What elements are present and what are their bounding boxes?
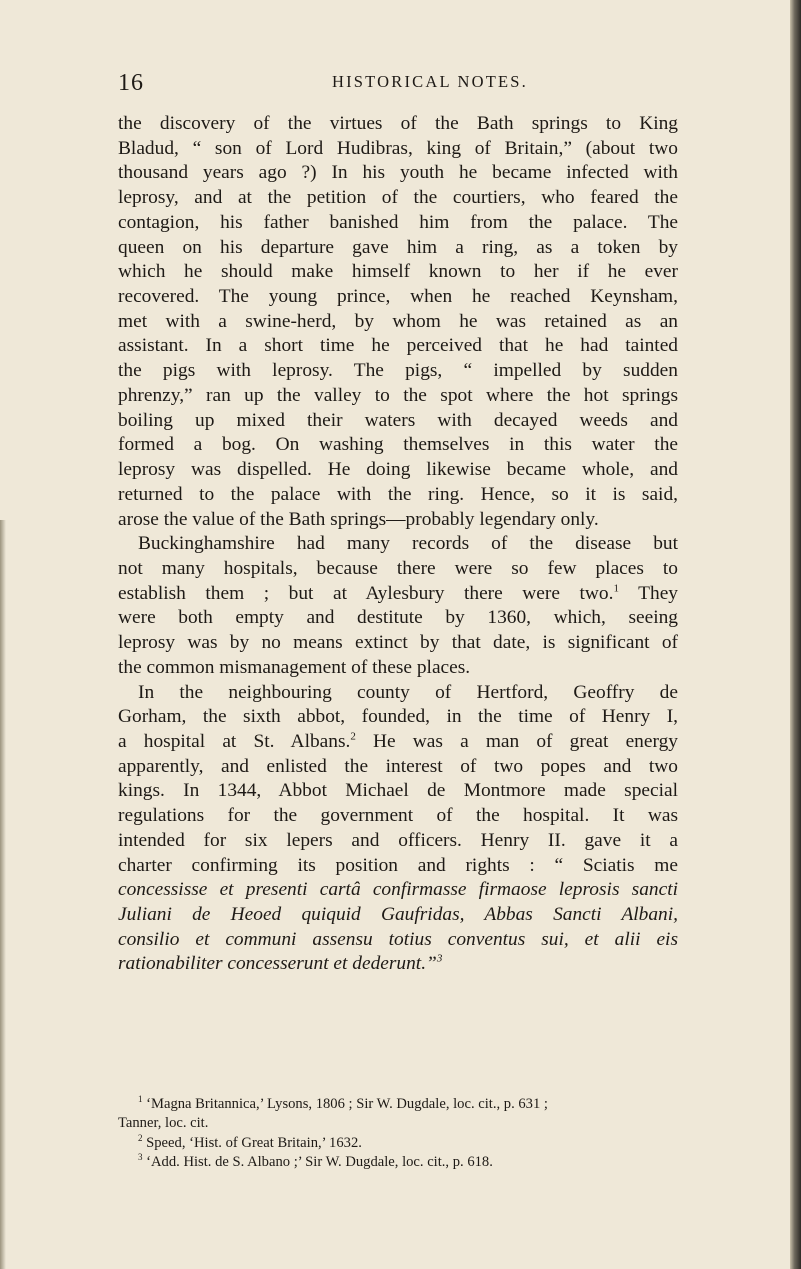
text-line bbox=[118, 928, 678, 953]
line-text: concessisse et presenti cartâ confirmasse firmaose leprosis sancti bbox=[118, 879, 678, 901]
text-line bbox=[118, 804, 678, 829]
line-text: Gorham, the sixth abbot, founded, in the time of Henry I, bbox=[118, 706, 678, 728]
line-text: recovered. The young prince, when he reached Keynsham, bbox=[118, 286, 678, 308]
text-line bbox=[118, 606, 678, 631]
line-text: establish them ; but at Aylesbury there were two. bbox=[118, 582, 614, 604]
footnotes bbox=[118, 1095, 678, 1173]
text-line bbox=[118, 236, 678, 261]
text-line bbox=[118, 557, 678, 582]
footnote bbox=[118, 1114, 678, 1133]
text-line bbox=[118, 779, 678, 804]
text-line bbox=[118, 161, 678, 186]
line-text: the pigs with leprosy. The pigs, “ impelled by sudden bbox=[118, 360, 678, 382]
line-text: leprosy, and at the petition of the courtiers, who feared the bbox=[118, 187, 678, 209]
line-text: returned to the palace with the ring. Hence, so it is said, bbox=[118, 483, 678, 505]
line-text: Bladud, “ son of Lord Hudibras, king of Britain,” (about two bbox=[118, 137, 678, 159]
line-text: were both empty and destitute by 1360, which, seeing bbox=[118, 607, 678, 629]
line-text: boiling up mixed their waters with decayed weeds and bbox=[118, 409, 678, 431]
line-text: consilio et communi assensu totius conventus sui, et alii eis bbox=[118, 928, 678, 950]
line-text: a hospital at St. Albans. bbox=[118, 730, 351, 752]
text-line bbox=[118, 755, 678, 780]
line-text-cont: He was a man of great energy bbox=[355, 730, 678, 752]
text-line bbox=[118, 952, 678, 977]
text-line bbox=[118, 829, 678, 854]
text-line bbox=[118, 458, 678, 483]
text-line bbox=[118, 878, 678, 903]
text-line bbox=[118, 508, 678, 533]
line-text: leprosy was by no means extinct by that date, is significant of bbox=[118, 632, 678, 654]
text-line bbox=[118, 681, 678, 706]
line-text: queen on his departure gave him a ring, as a token by bbox=[118, 236, 678, 258]
text-line bbox=[118, 483, 678, 508]
running-title: HISTORICAL NOTES. bbox=[332, 72, 528, 91]
text-line bbox=[118, 705, 678, 730]
line-text: leprosy was dispelled. He doing likewise became whole, and bbox=[118, 459, 678, 481]
text-line bbox=[118, 730, 678, 755]
line-text: not many hospitals, because there were so few places to bbox=[118, 557, 678, 579]
line-text: kings. In 1344, Abbot Michael de Montmore made special bbox=[118, 780, 678, 802]
text-line bbox=[118, 310, 678, 335]
book-spine-edge bbox=[790, 0, 801, 1269]
text-line bbox=[118, 854, 678, 879]
footnote-ref: 1 bbox=[613, 582, 619, 595]
footnote-text: ‘Add. Hist. de S. Albano ;’ Sir W. Dugdale, loc. cit., p. 618. bbox=[142, 1154, 493, 1171]
text-line bbox=[118, 384, 678, 409]
footnote-text: Tanner, loc. cit. bbox=[118, 1115, 209, 1132]
main-text bbox=[118, 112, 678, 977]
text-line bbox=[118, 285, 678, 310]
footnote-text: ‘Magna Britannica,’ Lysons, 1806 ; Sir W. Dugdale, loc. cit., p. 631 ; bbox=[142, 1096, 548, 1112]
line-text: assistant. In a short time he perceived that he had tainted bbox=[118, 335, 678, 357]
footnote-text: Speed, ‘Hist. of Great Britain,’ 1632. bbox=[142, 1134, 362, 1151]
text-line bbox=[118, 211, 678, 236]
text-line bbox=[118, 409, 678, 434]
line-text: charter confirming its position and rights : “ Sciatis me bbox=[118, 854, 678, 876]
footnote-mark: 1 bbox=[138, 1094, 143, 1105]
line-text: formed a bog. On washing themselves in this water the bbox=[118, 434, 678, 456]
line-text: rationabiliter concesserunt et dederunt.” bbox=[118, 953, 437, 975]
text-line bbox=[118, 631, 678, 656]
text-line bbox=[118, 186, 678, 211]
text-line bbox=[118, 903, 678, 928]
line-text: regulations for the government of the hospital. It was bbox=[118, 805, 678, 827]
text-line bbox=[118, 359, 678, 384]
line-text: Buckinghamshire had many records of the disease but bbox=[138, 533, 678, 555]
text-line bbox=[118, 656, 678, 681]
footnote bbox=[118, 1095, 678, 1114]
text-line bbox=[118, 532, 678, 557]
page-left-edge bbox=[0, 520, 6, 1269]
footnote bbox=[118, 1153, 678, 1172]
line-text: In the neighbouring county of Hertford, Geoffry de bbox=[138, 681, 678, 703]
line-text: contagion, his father banished him from the palace. The bbox=[118, 211, 678, 233]
text-line bbox=[118, 260, 678, 285]
text-line bbox=[118, 433, 678, 458]
line-text: met with a swine-herd, by whom he was retained as an bbox=[118, 310, 678, 332]
line-text: which he should make himself known to her if he ever bbox=[118, 261, 678, 283]
page-number: 16 bbox=[118, 70, 144, 96]
line-text: intended for six lepers and officers. Henry II. gave it a bbox=[118, 829, 678, 851]
line-text-cont: They bbox=[618, 582, 678, 604]
line-text: arose the value of the Bath springs—probably legendary only. bbox=[118, 508, 599, 530]
footnote bbox=[118, 1134, 678, 1153]
line-text: thousand years ago ?) In his youth he became infected with bbox=[118, 162, 678, 184]
footnote-mark: 3 bbox=[138, 1152, 143, 1163]
footnote-ref: 2 bbox=[350, 730, 356, 743]
line-text: Juliani de Heoed quiquid Gaufridas, Abbas Sancti Albani, bbox=[118, 904, 678, 925]
footnote-mark: 2 bbox=[138, 1132, 143, 1143]
line-text: the discovery of the virtues of the Bath springs to King bbox=[118, 113, 678, 134]
text-line bbox=[118, 334, 678, 359]
page-header bbox=[0, 70, 790, 96]
text-line bbox=[118, 112, 678, 137]
line-text: the common mismanagement of these places. bbox=[118, 656, 471, 678]
line-text: phrenzy,” ran up the valley to the spot where the hot springs bbox=[118, 384, 678, 406]
line-text: apparently, and enlisted the interest of two popes and two bbox=[118, 755, 678, 777]
footnote-ref: 3 bbox=[436, 952, 443, 965]
text-line bbox=[118, 137, 678, 162]
text-line bbox=[118, 582, 678, 607]
